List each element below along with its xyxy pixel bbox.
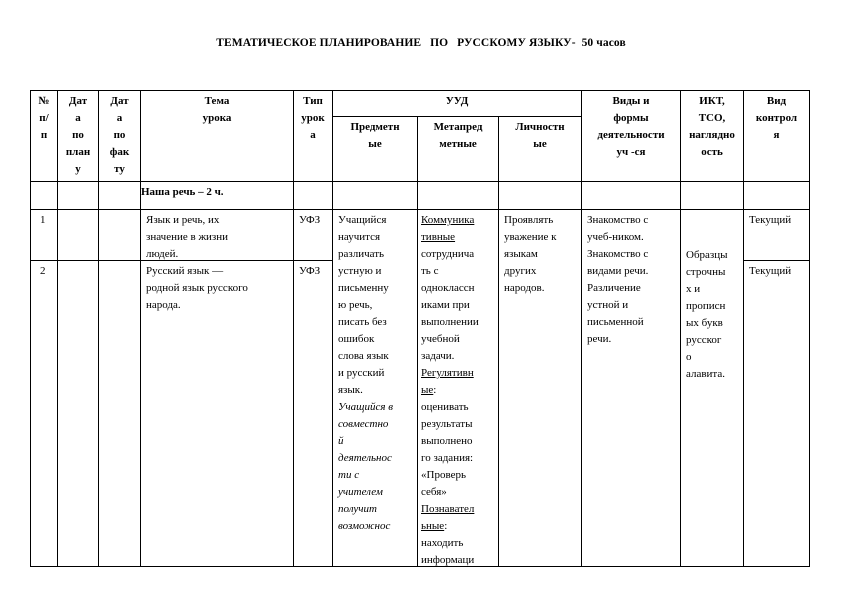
row2-type: УФЗ (299, 265, 321, 277)
header-bottom-line (30, 181, 809, 182)
col-line-11 (809, 90, 810, 567)
meta-communicative-text: сотруднича ть с одноклассн иками при выполнении учебной задачи. (421, 248, 479, 362)
meta-regulative-text: : оценивать результаты выполнено го задания: «Проверь себя» (421, 384, 474, 498)
row2-num: 2 (40, 265, 46, 277)
header-activities: Виды и формы деятельности уч -ся (597, 95, 665, 158)
section-label: Наша речь – 2 ч. (141, 186, 224, 198)
header-personal: Личностн ые (515, 121, 565, 150)
header-date-fact: Дат а по фак ту (109, 95, 130, 175)
table-border-bottom (30, 566, 809, 567)
col-line-7 (498, 116, 499, 567)
activities-text: Знакомство с учеб-ником. Знакомство с видами речи. Различение устной и письменной речи. (587, 214, 649, 345)
meta-cognitive-heading: Познавател ьные (421, 503, 475, 532)
col-line-6 (417, 116, 418, 567)
page-title: ТЕМАТИЧЕСКОЕ ПЛАНИРОВАНИЕ ПО РУССКОМУ ЯЗЫКУ- 50 часов (216, 37, 626, 49)
personal-outcomes: Проявлять уважение к языкам других народов. (504, 214, 557, 294)
col-line-3 (140, 90, 141, 567)
col-line-4 (293, 90, 294, 567)
col-line-5 (332, 90, 333, 567)
col-line-9 (680, 90, 681, 567)
col-line-0 (30, 90, 31, 567)
subject-outcomes (338, 212, 393, 535)
header-num: № п/ п (38, 95, 50, 141)
col-line-10 (743, 90, 744, 567)
subject-outcomes-italic: Учащийся в совместно й деятельнос ти с учителем получит возможнос (338, 401, 393, 532)
header-meta: Метапред метные (433, 121, 483, 150)
header-type: Тип урок а (301, 95, 325, 141)
section-bottom-line (30, 209, 809, 210)
meta-outcomes (421, 212, 479, 569)
subject-outcomes-text: Учащийся научится различать устную и письменну ю речь, писать без ошибок слова язык и русский язык. (338, 214, 389, 396)
col-line-8 (581, 90, 582, 567)
header-topic: Тема урока (202, 95, 232, 124)
row1-num: 1 (40, 214, 46, 226)
row1-control: Текущий (749, 214, 792, 226)
row2-topic: Русский язык — родной язык русского народа. (146, 265, 248, 311)
row2-control: Текущий (749, 265, 792, 277)
header-date-plan: Дат а по план у (65, 95, 91, 175)
header-subject: Предметн ые (350, 121, 400, 150)
uud-subheader-line (332, 116, 581, 117)
row1-bottom-line-right (743, 260, 809, 261)
meta-communicative-heading: Коммуника тивные (421, 214, 475, 243)
row1-type: УФЗ (299, 214, 321, 226)
ikt-text: Образцы строчны х и прописн ых букв русског о алавита. (686, 249, 728, 380)
meta-regulative-heading: Регулятивн ые (421, 367, 474, 396)
header-uud: УУД (445, 95, 469, 107)
meta-cognitive-text: : находить информаци (421, 520, 475, 566)
header-control: Вид контрол я (755, 95, 798, 141)
header-ikt: ИКТ, ТСО, нагляднo ость (689, 95, 735, 158)
row1-topic: Язык и речь, их значение в жизни людей. (146, 214, 229, 260)
table-border-top (30, 90, 809, 91)
